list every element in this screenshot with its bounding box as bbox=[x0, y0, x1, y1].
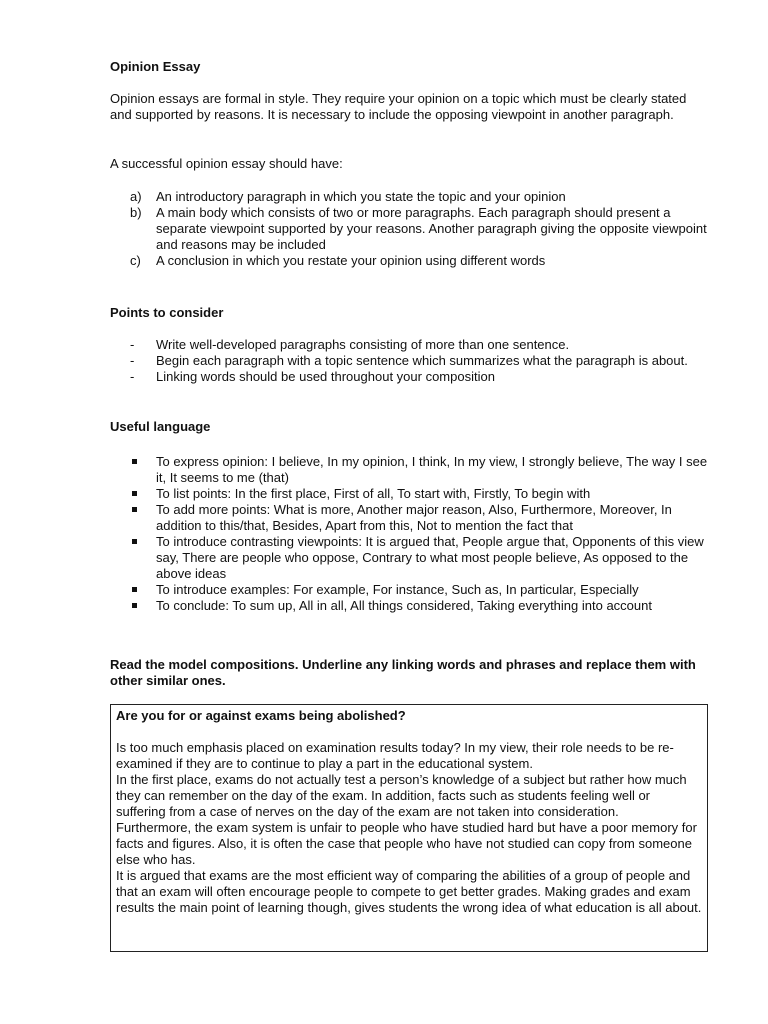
list-item-text: Begin each paragraph with a topic sentence which summarizes what the paragraph is about. bbox=[156, 353, 688, 368]
list-item bbox=[110, 598, 710, 614]
list-item-text: A conclusion in which you restate your opinion using different words bbox=[156, 253, 546, 268]
useful-heading: Useful language bbox=[110, 419, 211, 434]
points-list bbox=[110, 337, 710, 385]
dash-marker: - bbox=[130, 353, 135, 368]
should-have-lead bbox=[110, 156, 710, 172]
list-item bbox=[110, 189, 710, 205]
list-item-text: To introduce examples: For example, For instance, Such as, In particular, Especially bbox=[156, 582, 639, 597]
intro-paragraph bbox=[110, 91, 710, 123]
bullet-icon bbox=[132, 459, 137, 464]
list-marker: a) bbox=[130, 189, 142, 204]
list-item-text: To conclude: To sum up, All in all, All things considered, Taking everything into account bbox=[156, 598, 652, 613]
list-item bbox=[110, 205, 710, 253]
list-item-text: To introduce contrasting viewpoints: It is argued that, People argue that, Opponents of this view say, There are people who oppose, Contrary to what most people believe, As opposed to the above ideas bbox=[156, 534, 704, 581]
useful-list bbox=[110, 454, 710, 614]
instruction: Read the model compositions. Underline any linking words and phrases and replace them with other similar ones. bbox=[110, 657, 696, 688]
bullet-icon bbox=[132, 507, 137, 512]
list-item-text: Write well-developed paragraphs consisting of more than one sentence. bbox=[156, 337, 570, 352]
list-item bbox=[110, 337, 710, 353]
should-have-list bbox=[110, 189, 710, 269]
list-item bbox=[110, 253, 710, 269]
model-title: Are you for or against exams being abolished? bbox=[116, 708, 406, 723]
model-composition-box bbox=[110, 704, 708, 952]
list-item bbox=[110, 454, 710, 486]
bullet-icon bbox=[132, 587, 137, 592]
bullet-icon bbox=[132, 491, 137, 496]
list-marker: c) bbox=[130, 253, 141, 268]
model-paragraph: It is argued that exams are the most efficient way of comparing the abilities of a group of people and that an exam will often encourage people to compete to get better grades. Making grades and exam results the main point of learning though, gives students the wrong idea of what education is all about. bbox=[116, 868, 702, 915]
dash-marker: - bbox=[130, 337, 135, 352]
list-item bbox=[110, 353, 710, 369]
list-item bbox=[110, 369, 710, 385]
list-item-text: Linking words should be used throughout your composition bbox=[156, 369, 495, 384]
list-item bbox=[110, 502, 710, 534]
list-item bbox=[110, 534, 710, 582]
bullet-icon bbox=[132, 539, 137, 544]
list-item-text: To list points: In the first place, First of all, To start with, Firstly, To begin with bbox=[156, 486, 591, 501]
list-item-text: To add more points: What is more, Another major reason, Also, Furthermore, Moreover, In addition to this/that, Besides, Apart from this, Not to mention the fact that bbox=[156, 502, 672, 533]
list-item bbox=[110, 486, 710, 502]
model-paragraph: Is too much emphasis placed on examination results today? In my view, their role needs to be re-examined if they are to continue to play a part in the educational system. bbox=[116, 740, 674, 771]
list-item bbox=[110, 582, 710, 598]
page-title: Opinion Essay bbox=[110, 59, 201, 74]
list-item-text: An introductory paragraph in which you state the topic and your opinion bbox=[156, 189, 566, 204]
model-paragraph: Furthermore, the exam system is unfair to people who have studied hard but have a poor memory for facts and figures. Also, it is often the case that people who have not studied can copy from someone else who has. bbox=[116, 820, 697, 867]
list-item-text: A main body which consists of two or more paragraphs. Each paragraph should present a separate viewpoint supported by your reasons. Another paragraph giving the opposite viewpoint and reasons may be included bbox=[156, 205, 707, 252]
list-marker: b) bbox=[130, 205, 142, 220]
dash-marker: - bbox=[130, 369, 135, 384]
bullet-icon bbox=[132, 603, 137, 608]
model-paragraph: In the first place, exams do not actually test a person’s knowledge of a subject but rather how much they can remember on the day of the exam. In addition, facts such as students feeling well or suffering from a case of nerves on the day of the exam are not taken into consideration. bbox=[116, 772, 687, 819]
intro-text: Opinion essays are formal in style. They require your opinion on a topic which must be clearly stated and supported by reasons. It is necessary to include the opposing viewpoint in another paragraph. bbox=[110, 91, 687, 122]
points-heading: Points to consider bbox=[110, 305, 224, 320]
list-item-text: To express opinion: I believe, In my opinion, I think, In my view, I strongly believe, The way I see it, It seems to me (that) bbox=[156, 454, 708, 485]
should-have-lead-text: A successful opinion essay should have: bbox=[110, 156, 343, 171]
